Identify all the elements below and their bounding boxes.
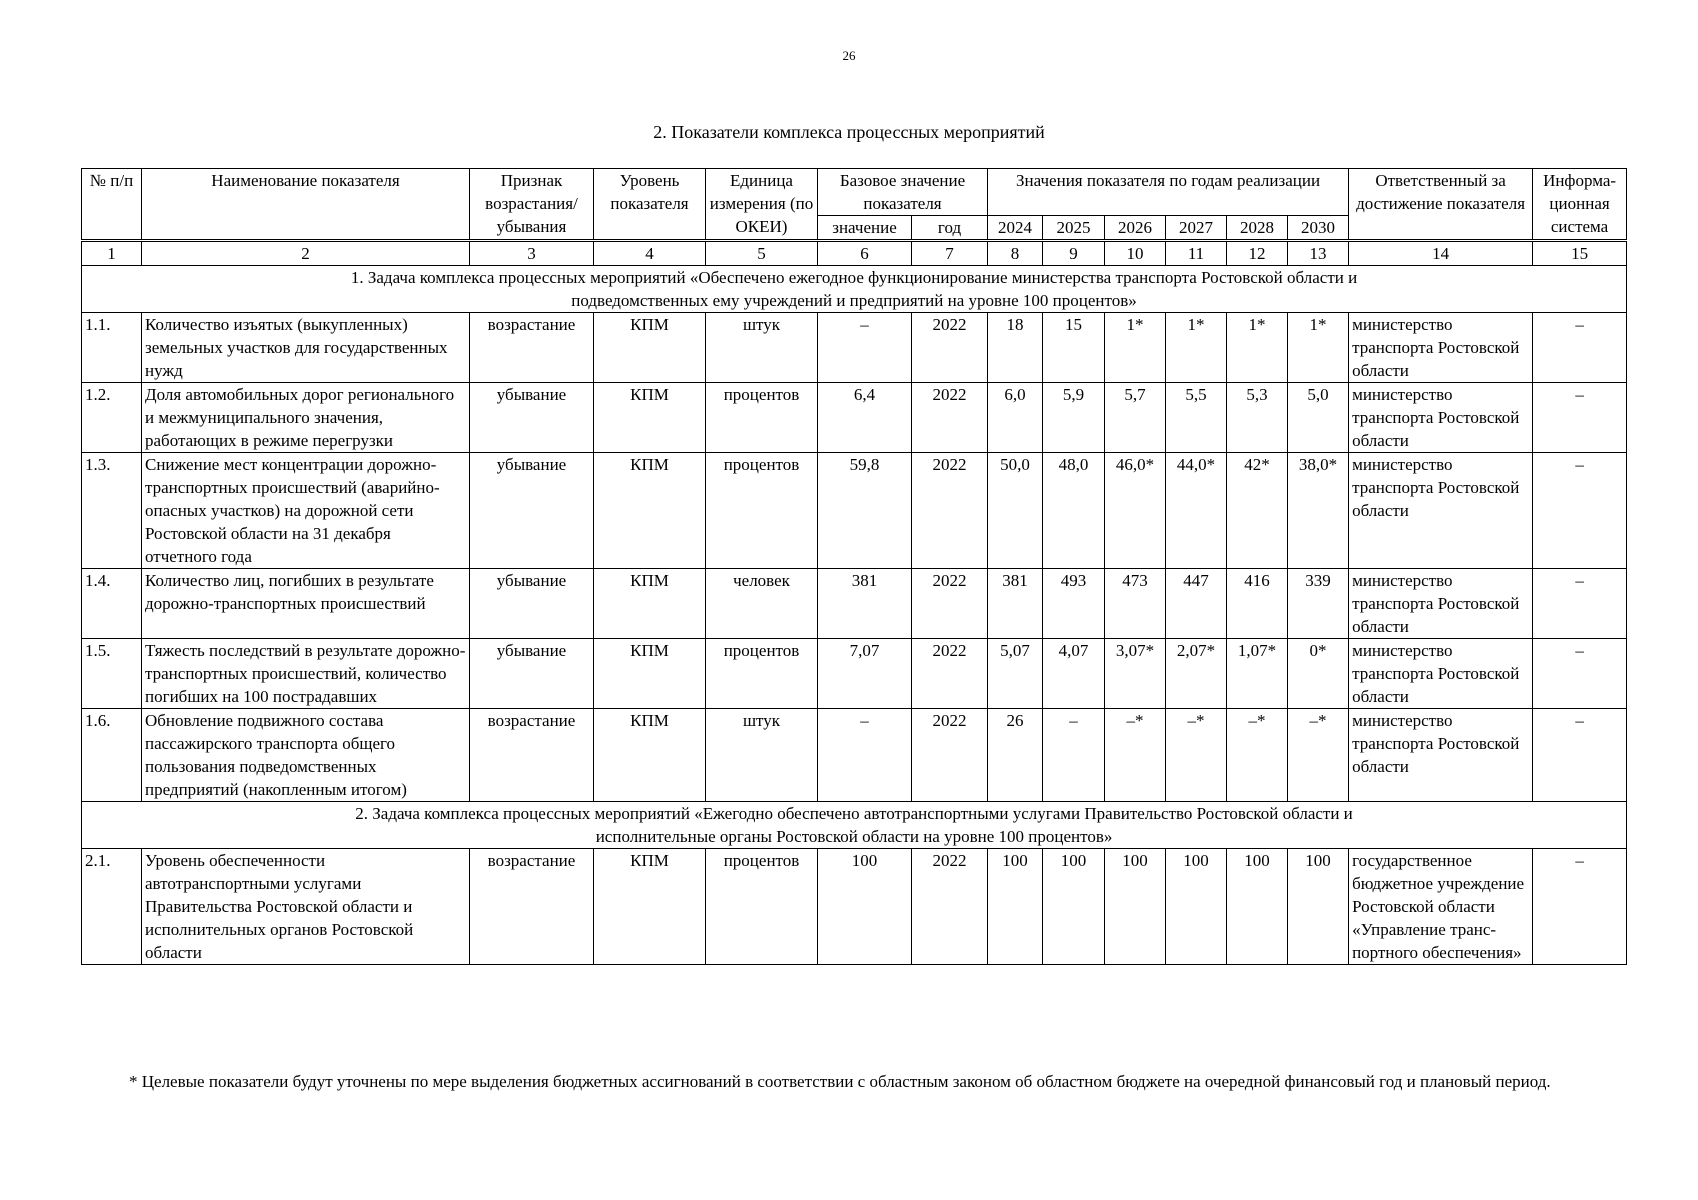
indicator-number: 1.3. xyxy=(82,453,142,569)
year-value: 416 xyxy=(1227,569,1288,639)
header-unit: Единица измерения (по ОКЕИ) xyxy=(706,169,818,241)
header-sign: Признак возрастания/ убывания xyxy=(470,169,594,241)
indicator-trend: убывание xyxy=(470,639,594,709)
section-title: 2. Показатели комплекса процессных мероприятий xyxy=(653,122,1045,142)
year-value: –* xyxy=(1105,709,1166,802)
year-value: 100 xyxy=(1288,849,1349,965)
indicator-unit: процентов xyxy=(706,383,818,453)
indicator-name: Снижение мест концентрации дорожно-транспортных происшествий (аварийно-опасных участков) на дорожной сети Ростовской области на 31 декабря отчетного года xyxy=(142,453,470,569)
year-value: 473 xyxy=(1105,569,1166,639)
header-num: № п/п xyxy=(82,169,142,241)
responsible-party: министерство транспорта Ростовской области xyxy=(1349,383,1533,453)
year-value: 44,0* xyxy=(1166,453,1227,569)
column-number: 2 xyxy=(142,241,470,266)
info-system: – xyxy=(1533,569,1627,639)
table-row xyxy=(82,453,1627,569)
responsible-party: министерство транспорта Ростовской области xyxy=(1349,453,1533,569)
base-year: 2022 xyxy=(912,639,988,709)
year-value: 5,3 xyxy=(1227,383,1288,453)
table-row xyxy=(82,313,1627,383)
indicator-level: КПМ xyxy=(594,709,706,802)
indicator-number: 1.5. xyxy=(82,639,142,709)
header-base-year: год xyxy=(912,216,988,241)
column-number: 5 xyxy=(706,241,818,266)
indicator-level: КПМ xyxy=(594,849,706,965)
indicator-level: КПМ xyxy=(594,639,706,709)
year-value: 6,0 xyxy=(988,383,1043,453)
year-value: 42* xyxy=(1227,453,1288,569)
indicator-name: Обновление подвижного состава пассажирского транспорта общего пользования подведомственных предприятий (накопленным итогом) xyxy=(142,709,470,802)
indicator-name: Тяжесть последствий в результате дорожно-транспортных происшествий, количество погибших на 100 пострадавших xyxy=(142,639,470,709)
indicator-unit: штук xyxy=(706,313,818,383)
year-value: 5,7 xyxy=(1105,383,1166,453)
table-row xyxy=(82,709,1627,802)
header-base: Базовое значение показателя xyxy=(818,169,988,216)
task-2-row xyxy=(82,802,1627,849)
year-value: 26 xyxy=(988,709,1043,802)
year-value: 50,0 xyxy=(988,453,1043,569)
info-system: – xyxy=(1533,453,1627,569)
base-value: – xyxy=(818,709,912,802)
column-number: 4 xyxy=(594,241,706,266)
column-number: 11 xyxy=(1166,241,1227,266)
header-year: 2028 xyxy=(1227,216,1288,241)
column-number-row xyxy=(82,241,1627,266)
task-1-heading: 1. Задача комплекса процессных мероприятий «Обеспечено ежегодное функционирование министерства транспорта Ростовской области и подведомственных ему учреждений и предприятий на уровне 100 процентов» xyxy=(82,266,1627,313)
task-1-row xyxy=(82,266,1627,313)
year-value: 100 xyxy=(1105,849,1166,965)
table-row xyxy=(82,569,1627,639)
year-value: 15 xyxy=(1043,313,1105,383)
task-1-rows xyxy=(82,313,1627,802)
column-number: 14 xyxy=(1349,241,1533,266)
year-value: 5,5 xyxy=(1166,383,1227,453)
year-value: 5,9 xyxy=(1043,383,1105,453)
responsible-party: государственное бюджетное учреждение Ростовской области «Управление транс-портного обеспечения» xyxy=(1349,849,1533,965)
indicator-level: КПМ xyxy=(594,569,706,639)
header-year: 2026 xyxy=(1105,216,1166,241)
header-info: Информа-ционная система xyxy=(1533,169,1627,241)
year-value: 5,07 xyxy=(988,639,1043,709)
year-value: 38,0* xyxy=(1288,453,1349,569)
base-year: 2022 xyxy=(912,849,988,965)
header-level: Уровень показателя xyxy=(594,169,706,241)
indicator-level: КПМ xyxy=(594,453,706,569)
header-values: Значения показателя по годам реализации xyxy=(988,169,1349,216)
indicator-level: КПМ xyxy=(594,313,706,383)
year-value: 2,07* xyxy=(1166,639,1227,709)
header-responsible: Ответственный за достижение показателя xyxy=(1349,169,1533,241)
year-value: 1,07* xyxy=(1227,639,1288,709)
indicator-trend: убывание xyxy=(470,453,594,569)
task-2-rows xyxy=(82,849,1627,965)
column-number: 1 xyxy=(82,241,142,266)
column-number: 15 xyxy=(1533,241,1627,266)
indicator-number: 1.4. xyxy=(82,569,142,639)
base-value: 6,4 xyxy=(818,383,912,453)
indicator-number: 1.1. xyxy=(82,313,142,383)
indicator-unit: процентов xyxy=(706,453,818,569)
indicator-trend: возрастание xyxy=(470,709,594,802)
year-value: –* xyxy=(1288,709,1349,802)
header-year: 2027 xyxy=(1166,216,1227,241)
indicator-unit: процентов xyxy=(706,639,818,709)
year-value: 3,07* xyxy=(1105,639,1166,709)
year-value: 493 xyxy=(1043,569,1105,639)
header-year: 2025 xyxy=(1043,216,1105,241)
base-value: 7,07 xyxy=(818,639,912,709)
indicator-number: 1.6. xyxy=(82,709,142,802)
indicator-level: КПМ xyxy=(594,383,706,453)
base-value: – xyxy=(818,313,912,383)
table-row xyxy=(82,383,1627,453)
year-value: 339 xyxy=(1288,569,1349,639)
base-year: 2022 xyxy=(912,453,988,569)
year-value: 4,07 xyxy=(1043,639,1105,709)
year-value: 100 xyxy=(1227,849,1288,965)
indicator-trend: убывание xyxy=(470,383,594,453)
year-value: 0* xyxy=(1288,639,1349,709)
indicator-unit: человек xyxy=(706,569,818,639)
info-system: – xyxy=(1533,709,1627,802)
year-value: 1* xyxy=(1105,313,1166,383)
year-value: 5,0 xyxy=(1288,383,1349,453)
year-value: 1* xyxy=(1166,313,1227,383)
year-value: –* xyxy=(1166,709,1227,802)
column-number: 13 xyxy=(1288,241,1349,266)
year-value: 100 xyxy=(1166,849,1227,965)
year-value: 18 xyxy=(988,313,1043,383)
year-value: 381 xyxy=(988,569,1043,639)
column-number: 12 xyxy=(1227,241,1288,266)
base-value: 59,8 xyxy=(818,453,912,569)
year-value: 1* xyxy=(1227,313,1288,383)
indicator-name: Доля автомобильных дорог регионального и межмуниципального значения, работающих в режиме перегрузки xyxy=(142,383,470,453)
column-number: 7 xyxy=(912,241,988,266)
base-value: 381 xyxy=(818,569,912,639)
base-value: 100 xyxy=(818,849,912,965)
column-number: 9 xyxy=(1043,241,1105,266)
indicator-number: 2.1. xyxy=(82,849,142,965)
indicators-table xyxy=(81,168,1627,965)
base-year: 2022 xyxy=(912,569,988,639)
column-number: 6 xyxy=(818,241,912,266)
responsible-party: министерство транспорта Ростовской области xyxy=(1349,639,1533,709)
indicator-unit: процентов xyxy=(706,849,818,965)
base-year: 2022 xyxy=(912,709,988,802)
base-year: 2022 xyxy=(912,313,988,383)
year-value: – xyxy=(1043,709,1105,802)
header-name: Наименование показателя xyxy=(142,169,470,241)
responsible-party: министерство транспорта Ростовской области xyxy=(1349,709,1533,802)
year-value: 100 xyxy=(1043,849,1105,965)
table-row xyxy=(82,639,1627,709)
indicator-trend: убывание xyxy=(470,569,594,639)
indicator-trend: возрастание xyxy=(470,313,594,383)
info-system: – xyxy=(1533,383,1627,453)
base-year: 2022 xyxy=(912,383,988,453)
indicator-number: 1.2. xyxy=(82,383,142,453)
responsible-party: министерство транспорта Ростовской области xyxy=(1349,569,1533,639)
indicator-trend: возрастание xyxy=(470,849,594,965)
table-row xyxy=(82,849,1627,965)
footnote: * Целевые показатели будут уточнены по мере выделения бюджетных ассигнований в соответствии с областным законом об областном бюджете на очередной финансовый год и плановый период. xyxy=(129,1072,1551,1091)
indicator-name: Уровень обеспеченности автотранспортными услугами Правительства Ростовской области и исполнительных органов Ростовской области xyxy=(142,849,470,965)
year-value: 48,0 xyxy=(1043,453,1105,569)
indicator-name: Количество лиц, погибших в результате дорожно-транспортных происшествий xyxy=(142,569,470,639)
header-base-value: значение xyxy=(818,216,912,241)
year-value: 447 xyxy=(1166,569,1227,639)
column-number: 3 xyxy=(470,241,594,266)
indicator-name: Количество изъятых (выкупленных) земельных участков для государственных нужд xyxy=(142,313,470,383)
year-value: 1* xyxy=(1288,313,1349,383)
header-row-1 xyxy=(82,169,1627,216)
responsible-party: министерство транспорта Ростовской области xyxy=(1349,313,1533,383)
year-value: –* xyxy=(1227,709,1288,802)
year-value: 46,0* xyxy=(1105,453,1166,569)
column-number: 10 xyxy=(1105,241,1166,266)
year-value: 100 xyxy=(988,849,1043,965)
indicator-unit: штук xyxy=(706,709,818,802)
task-2-heading: 2. Задача комплекса процессных мероприятий «Ежегодно обеспечено автотранспортными услугами Правительство Ростовской области и исполнительные органы Ростовской области на уровне 100 процентов» xyxy=(82,802,1627,849)
header-year: 2030 xyxy=(1288,216,1349,241)
header-year: 2024 xyxy=(988,216,1043,241)
info-system: – xyxy=(1533,849,1627,965)
info-system: – xyxy=(1533,313,1627,383)
column-number: 8 xyxy=(988,241,1043,266)
info-system: – xyxy=(1533,639,1627,709)
page-number: 26 xyxy=(842,48,856,63)
